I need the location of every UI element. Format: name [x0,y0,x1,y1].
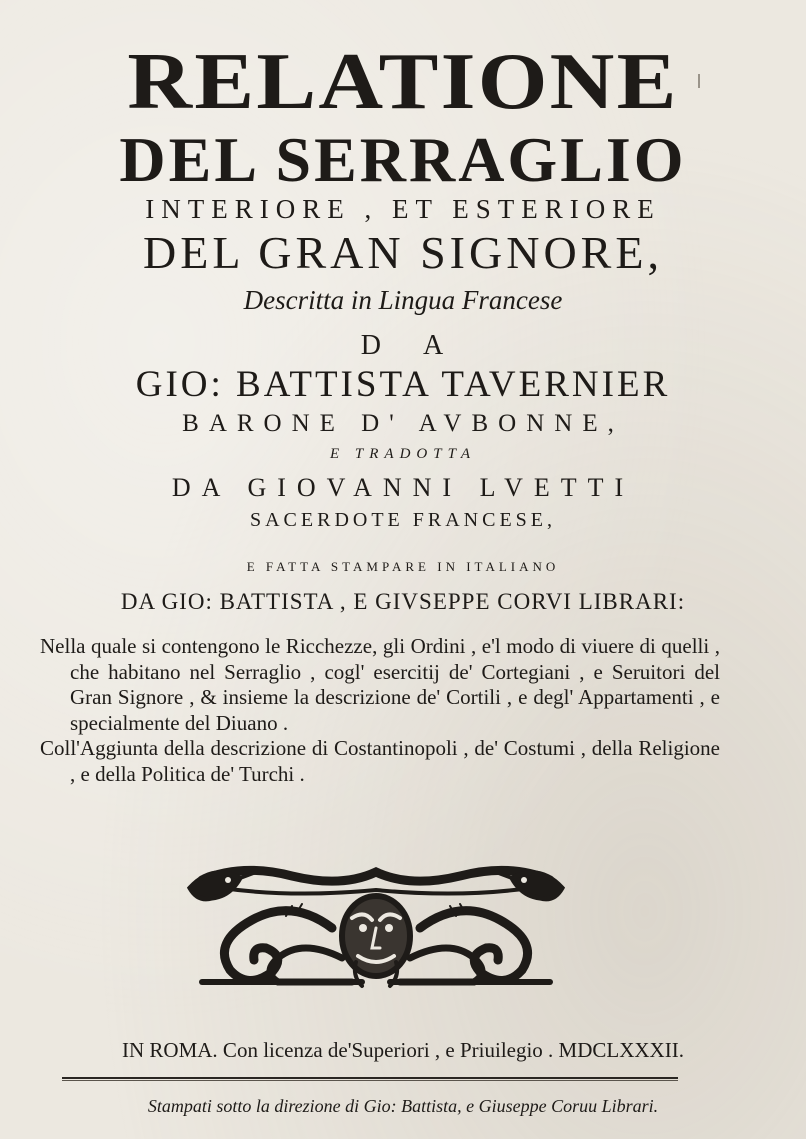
description-paragraph-2: Coll'Aggiunta della descrizione di Costantinopoli , de' Costumi , della Religione , e della Politica de' Turchi . [40,736,720,786]
imprint-line: IN ROMA. Con licenza de'Superiori , e Priuilegio . MDCLXXXII. [122,1038,684,1062]
woodcut-ornament-icon [182,858,570,993]
double-rule-divider [62,1077,678,1081]
publishers-line: DA GIO: BATTISTA , E GIVSEPPE CORVI LIBRARI: [120,589,686,614]
description-text [40,634,720,787]
author-title: BARONE D' AVBONNE, [182,410,624,437]
translator-title: SACERDOTE FRANCESE, [249,509,557,531]
title-line-serraglio: DEL SERRAGLIO [119,124,687,195]
title-line-descritta: Descritta in Lingua Francese [243,285,563,315]
author-name: GIO: BATTISTA TAVERNIER [135,364,671,405]
title-line-interiore: INTERIORE , ET ESTERIORE [145,194,661,224]
title-line-stampare: E FATTA STAMPARE IN ITALIANO [246,559,560,574]
colophon-line: Stampati sotto la direzione di Gio: Battista, e Giuseppe Coruu Librari. [147,1096,659,1116]
title-line-relatione: RELATIONE [127,38,679,126]
description-paragraph-1: Nella quale si contengono le Ricchezze, gli Ordini , e'l modo di viuere di quelli , che habitano nel Serraglio , cogl' esercitij de' Cortegiani , e Seruitori del Gran Signore , & insieme la descrizione de' Cortili , e degl' Appartamenti , e specialmente del Diuano . [40,634,720,735]
title-line-gran-signore: DEL GRAN SIGNORE, [143,227,663,278]
translator-name: DA GIOVANNI LVETTI [171,473,635,502]
title-line-da: DA [360,330,486,361]
title-line-tradotta: E TRADOTTA [330,446,476,462]
